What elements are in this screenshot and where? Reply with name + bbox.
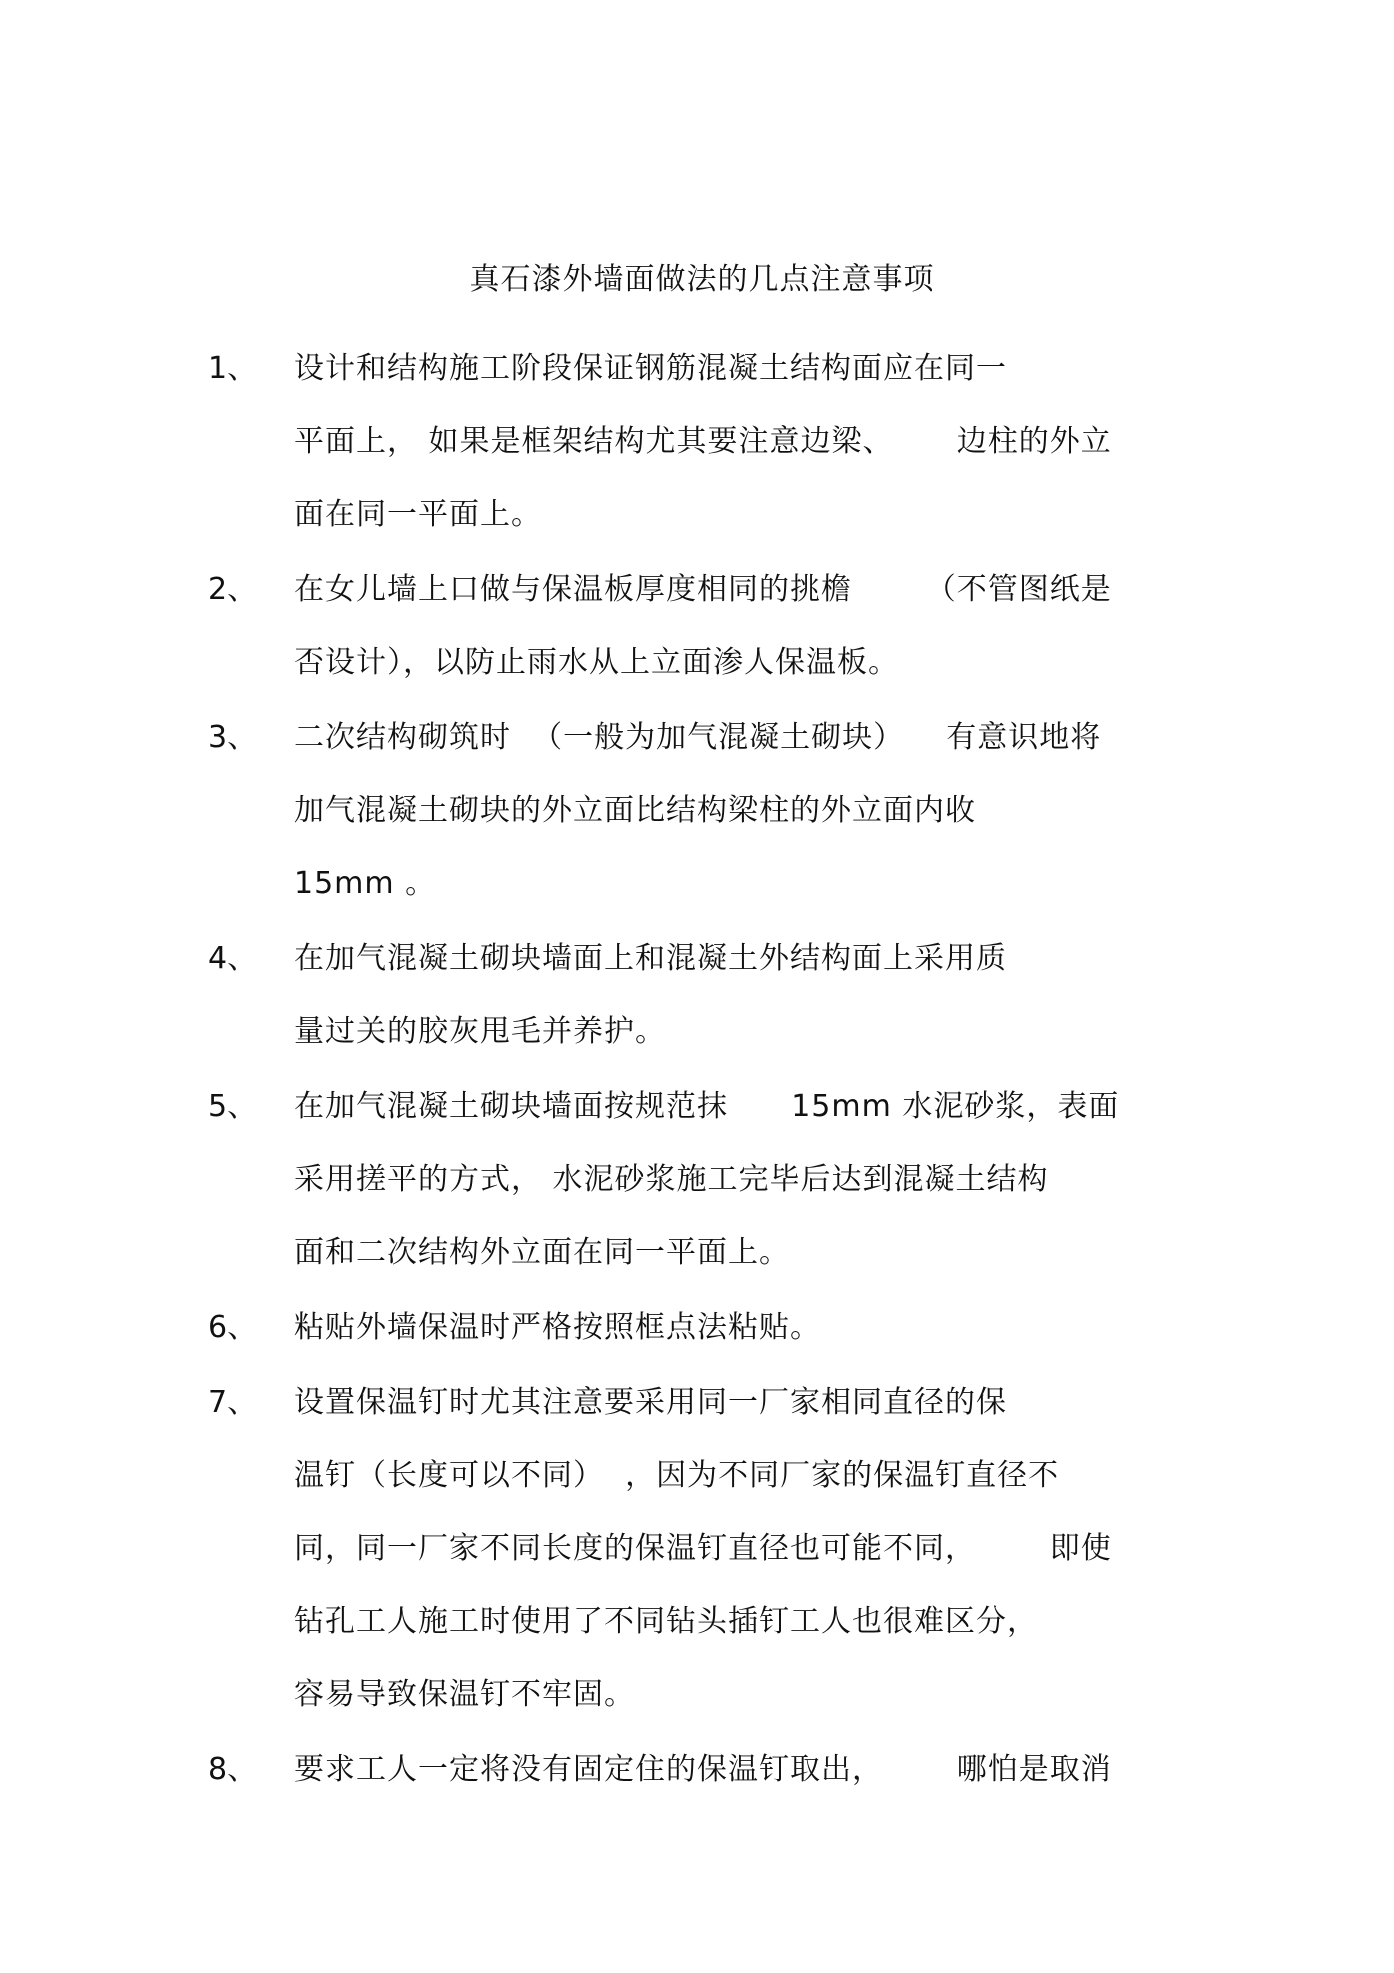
list-item-text-line: 在女儿墙上口做与保温板厚度相同的挑檐 （不管图纸是 bbox=[294, 572, 1112, 607]
list-item-number: 5、 bbox=[208, 1089, 258, 1124]
list-item-text-line: 采用搓平的方式， 水泥砂浆施工完毕后达到混凝土结构 bbox=[294, 1162, 1049, 1197]
list-item-text-line: 设置保温钉时尤其注意要采用同一厂家相同直径的保 bbox=[294, 1385, 1007, 1420]
list-item-text-line: 15mm 。 bbox=[294, 866, 437, 901]
list-item-text-line: 容易导致保温钉不牢固。 bbox=[294, 1677, 635, 1712]
list-item-text-line: 粘贴外墙保温时严格按照框点法粘贴。 bbox=[294, 1310, 821, 1345]
list-item-text-line: 设计和结构施工阶段保证钢筋混凝土结构面应在同一 bbox=[294, 351, 1007, 386]
list-item bbox=[208, 701, 1208, 920]
list-item-text-line: 要求工人一定将没有固定住的保温钉取出， 哪怕是取消 bbox=[294, 1752, 1112, 1787]
list-item-number: 4、 bbox=[208, 941, 258, 976]
list-item bbox=[208, 1366, 1208, 1731]
list-item-number: 8、 bbox=[208, 1752, 258, 1787]
list-item bbox=[208, 922, 1208, 1068]
list-item-number: 7、 bbox=[208, 1385, 258, 1420]
list-item-number: 2、 bbox=[208, 572, 258, 607]
list-item bbox=[208, 332, 1208, 551]
list-item-text-line: 在加气混凝土砌块墙面按规范抹 15mm 水泥砂浆，表面 bbox=[294, 1089, 1120, 1124]
list-item-number: 1、 bbox=[208, 351, 258, 386]
list-item-text-line: 加气混凝土砌块的外立面比结构梁柱的外立面内收 bbox=[294, 793, 976, 828]
list-item-text-line: 平面上， 如果是框架结构尤其要注意边梁、 边柱的外立 bbox=[294, 424, 1112, 459]
numbered-list bbox=[208, 332, 1208, 1808]
list-item bbox=[208, 1291, 1208, 1364]
list-item bbox=[208, 553, 1208, 699]
document-title: 真石漆外墙面做法的几点注意事项 bbox=[469, 262, 935, 297]
list-item-text-line: 在加气混凝土砌块墙面上和混凝土外结构面上采用质 bbox=[294, 941, 1007, 976]
list-item-text-line: 量过关的胶灰甩毛并养护。 bbox=[294, 1014, 666, 1049]
list-item-text-line: 同，同一厂家不同长度的保温钉直径也可能不同， 即使 bbox=[294, 1531, 1112, 1566]
list-item-text-line: 温钉（长度可以不同） ，因为不同厂家的保温钉直径不 bbox=[294, 1458, 1060, 1493]
list-item-text-line: 面和二次结构外立面在同一平面上。 bbox=[294, 1235, 790, 1270]
list-item-number: 6、 bbox=[208, 1310, 258, 1345]
list-item-number: 3、 bbox=[208, 720, 258, 755]
list-item-text-line: 面在同一平面上。 bbox=[294, 497, 542, 532]
list-item-text-line: 钻孔工人施工时使用了不同钻头插钉工人也很难区分， bbox=[294, 1604, 1038, 1639]
list-item bbox=[208, 1070, 1208, 1289]
list-item-text-line: 二次结构砌筑时 （一般为加气混凝土砌块） 有意识地将 bbox=[294, 720, 1102, 755]
list-item-text-line: 否设计），以防止雨水从上立面渗人保温板。 bbox=[294, 645, 899, 680]
list-item bbox=[208, 1733, 1208, 1806]
